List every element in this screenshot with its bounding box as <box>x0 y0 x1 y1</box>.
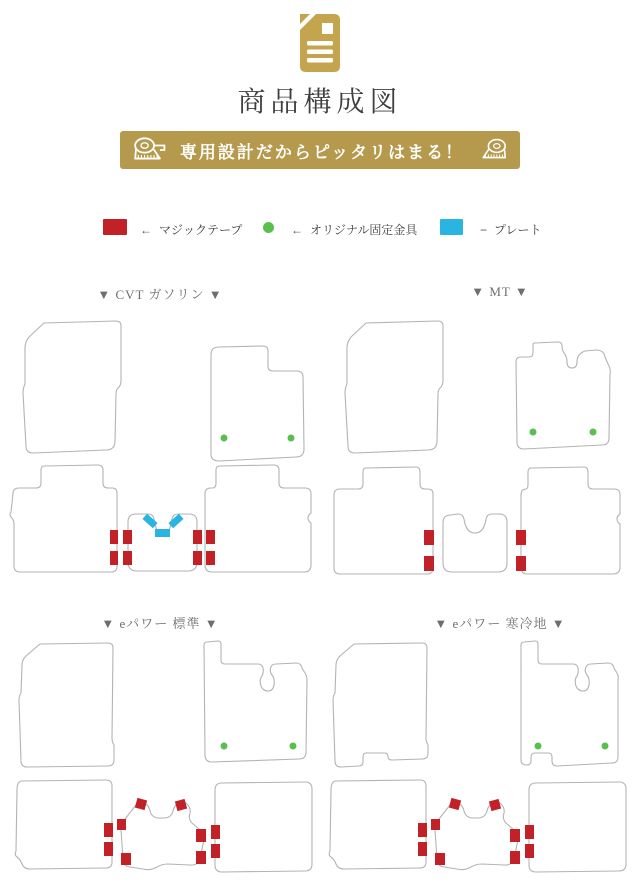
velcro-tab <box>123 551 132 565</box>
driver-mat-outline <box>23 321 121 453</box>
velcro-tab <box>196 829 206 842</box>
legend-swatch-plate <box>440 219 463 235</box>
rear-right-mat-outline <box>521 467 620 574</box>
banner-text: 専用設計だからピッタリはまる！ <box>179 142 465 162</box>
velcro-tab <box>110 551 118 565</box>
legend-label-velcro: ← マジックテープ <box>140 223 243 237</box>
legend-dash: − <box>480 223 488 237</box>
velcro-tab <box>104 823 113 837</box>
velcro-tab <box>510 829 520 842</box>
driver-mat-outline <box>333 643 428 767</box>
fastener-dot <box>221 743 228 750</box>
section-label-epower-cold: ▼ eパワー 寒冷地 ▼ <box>434 616 566 631</box>
tape-measure-icon <box>476 137 508 163</box>
passenger-mat-outline <box>211 346 304 461</box>
rear-left-mat-outline <box>329 780 426 869</box>
tunnel-mat-outline <box>128 514 197 571</box>
mat-set-mt <box>320 300 640 590</box>
velcro-tab <box>418 842 427 856</box>
legend-swatch-velcro <box>103 219 127 235</box>
velcro-tab <box>516 530 526 545</box>
velcro-tab <box>196 851 206 864</box>
velcro-tab <box>424 556 434 571</box>
fastener-dot <box>288 435 295 442</box>
legend-arrow: ← <box>291 223 303 237</box>
banner <box>120 131 520 169</box>
mat-set-cvt-gasoline <box>0 300 320 590</box>
section-label-cvt-gasoline: ▼ CVT ガソリン ▼ <box>97 287 223 302</box>
velcro-tab <box>206 551 215 565</box>
velcro-tab <box>206 530 215 544</box>
velcro-tab <box>424 530 434 545</box>
legend-label-plate: − プレート <box>480 223 542 237</box>
legend-arrow: ← <box>140 223 152 237</box>
section-label-epower-standard: ▼ eパワー 標準 ▼ <box>101 616 219 631</box>
mat-set-epower-cold <box>320 630 640 880</box>
velcro-tab <box>123 530 132 544</box>
rear-right-mat-outline <box>529 782 626 872</box>
tunnel-mat-outline <box>121 802 204 870</box>
velcro-tab <box>516 556 526 571</box>
velcro-tab <box>110 530 118 544</box>
velcro-tab <box>431 819 440 830</box>
rear-left-mat-outline <box>334 467 433 574</box>
fastener-dot <box>535 743 542 750</box>
velcro-tab <box>418 823 427 837</box>
driver-mat-outline <box>345 321 443 453</box>
driver-mat-outline <box>19 643 114 767</box>
page-title: 商品構成図 <box>237 87 403 118</box>
velcro-tab <box>121 853 131 865</box>
velcro-tab <box>211 844 220 858</box>
mat-set-epower-standard <box>0 630 320 880</box>
legend-label-fastener: ← オリジナル固定金具 <box>291 223 418 237</box>
fastener-dot <box>290 743 297 750</box>
fastener-dot <box>530 429 537 436</box>
fastener-dot <box>602 743 609 750</box>
velcro-tab <box>211 825 220 839</box>
plate-strip <box>155 529 170 537</box>
velcro-tab <box>510 851 520 864</box>
velcro-tab <box>193 551 202 565</box>
rear-right-mat-outline <box>205 465 311 572</box>
velcro-tab <box>104 842 113 856</box>
fastener-dot <box>590 429 597 436</box>
rear-right-mat-outline <box>215 782 312 872</box>
tunnel-mat-outline <box>435 802 518 870</box>
fastener-dot <box>221 435 228 442</box>
velcro-tab <box>193 530 202 544</box>
rear-left-mat-outline <box>15 780 112 869</box>
rear-left-mat-outline <box>10 465 117 572</box>
tape-measure-icon <box>132 136 168 164</box>
velcro-tab <box>525 844 534 858</box>
document-icon <box>298 12 342 74</box>
tunnel-mat-outline <box>443 514 507 572</box>
velcro-tab <box>435 853 445 865</box>
section-label-mt: ▼ MT ▼ <box>471 284 529 299</box>
legend-swatch-fastener <box>263 222 274 233</box>
velcro-tab <box>117 819 126 830</box>
velcro-tab <box>525 825 534 839</box>
